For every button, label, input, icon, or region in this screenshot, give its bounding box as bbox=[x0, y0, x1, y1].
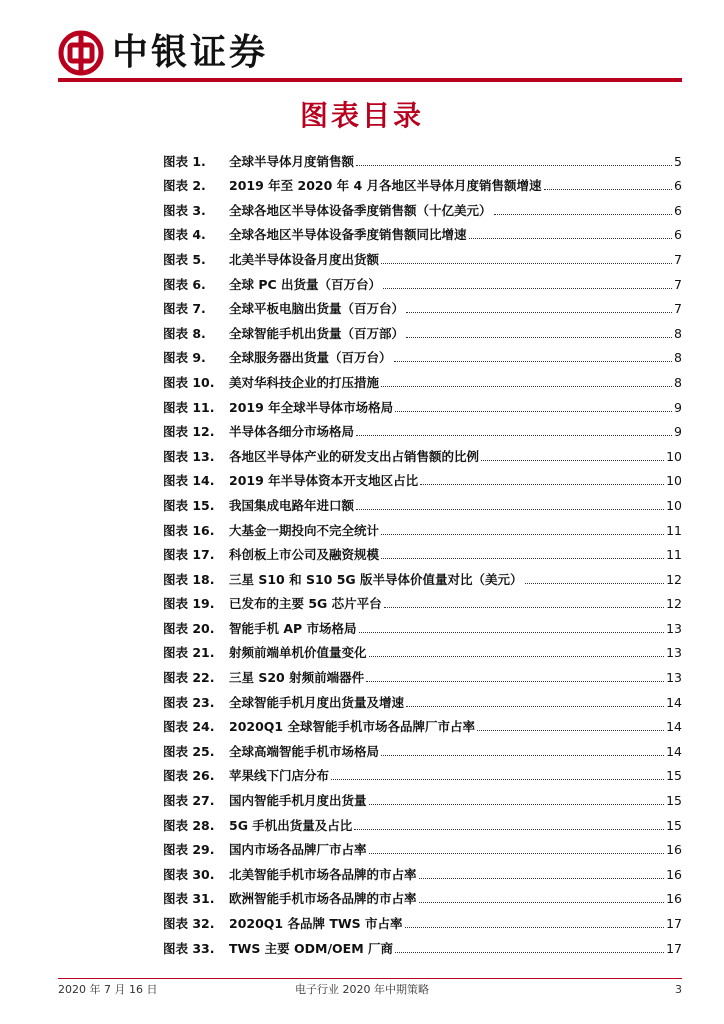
toc-entry-label: 图表 12. bbox=[163, 424, 215, 440]
toc-dot-leader bbox=[356, 165, 672, 166]
toc-entry[interactable] bbox=[163, 932, 682, 957]
toc-dot-leader bbox=[356, 509, 664, 510]
toc-entry[interactable] bbox=[163, 268, 682, 293]
toc-entry-label: 图表 14. bbox=[163, 473, 215, 489]
toc-entry-label: 图表 24. bbox=[163, 719, 215, 735]
toc-entry-page: 12 bbox=[666, 571, 682, 587]
toc-dot-leader bbox=[481, 460, 664, 461]
toc-dot-leader bbox=[405, 927, 665, 928]
toc-entry-label: 图表 25. bbox=[163, 743, 215, 759]
toc-dot-leader bbox=[406, 312, 672, 313]
toc-entry[interactable] bbox=[163, 612, 682, 637]
toc-entry-label: 图表 5. bbox=[163, 251, 206, 267]
toc-entry-page: 6 bbox=[674, 202, 682, 218]
toc-entry-title: 全球服务器出货量（百万台） bbox=[229, 350, 392, 366]
toc-entry-label: 图表 18. bbox=[163, 571, 215, 587]
toc-entry-label: 图表 9. bbox=[163, 350, 206, 366]
toc-entry-page: 8 bbox=[674, 350, 682, 366]
toc-entry[interactable] bbox=[163, 194, 682, 219]
toc-entry-title: 智能手机 AP 市场格局 bbox=[229, 620, 357, 636]
toc-entry-title: 国内智能手机月度出货量 bbox=[229, 793, 367, 809]
toc-entry[interactable] bbox=[163, 661, 682, 686]
toc-dot-leader bbox=[395, 952, 664, 953]
toc-entry-title: 全球各地区半导体设备季度销售额同比增速 bbox=[229, 227, 467, 243]
footer-divider bbox=[58, 978, 682, 979]
toc-dot-leader bbox=[544, 189, 673, 190]
toc-entry-label: 图表 7. bbox=[163, 301, 206, 317]
toc-entry-title: 5G 手机出货量及占比 bbox=[229, 817, 353, 833]
toc-entry[interactable] bbox=[163, 563, 682, 588]
toc-entry-label: 图表 21. bbox=[163, 645, 215, 661]
toc-entry-title: 2019 年全球半导体市场格局 bbox=[229, 399, 394, 415]
toc-entry-title: 射频前端单机价值量变化 bbox=[229, 645, 367, 661]
toc-dot-leader bbox=[381, 558, 664, 559]
toc-entry-page: 16 bbox=[666, 842, 682, 858]
toc-dot-leader bbox=[384, 607, 664, 608]
toc-entry-title: 全球平板电脑出货量（百万台） bbox=[229, 301, 405, 317]
toc-entry[interactable] bbox=[163, 416, 682, 441]
toc-entry-title: 苹果线下门店分布 bbox=[229, 768, 330, 784]
toc-entry-page: 9 bbox=[674, 399, 682, 415]
toc-entry-label: 图表 23. bbox=[163, 694, 215, 710]
toc-entry-title: 全球智能手机月度出货量及增速 bbox=[229, 694, 405, 710]
toc-entry-label: 图表 31. bbox=[163, 891, 215, 907]
toc-entry-page: 8 bbox=[674, 325, 682, 341]
toc-entry-title: 全球高端智能手机市场格局 bbox=[229, 743, 380, 759]
toc-entry[interactable] bbox=[163, 170, 682, 195]
toc-entry-page: 12 bbox=[666, 596, 682, 612]
toc-dot-leader bbox=[359, 632, 665, 633]
toc-dot-leader bbox=[356, 435, 672, 436]
toc-entry-page: 16 bbox=[666, 891, 682, 907]
footer-report-title: 电子行业 2020 年中期策略 bbox=[295, 983, 429, 996]
toc-dot-leader bbox=[469, 238, 673, 239]
toc-dot-leader bbox=[381, 755, 664, 756]
toc-entry-label: 图表 11. bbox=[163, 399, 215, 415]
toc-entry-page: 10 bbox=[666, 473, 682, 489]
toc-entry-title: 北美半导体设备月度出货额 bbox=[229, 251, 380, 267]
toc-entry-label: 图表 33. bbox=[163, 940, 215, 956]
toc-entry[interactable] bbox=[163, 735, 682, 760]
toc-entry-title: 全球各地区半导体设备季度销售额（十亿美元） bbox=[229, 202, 492, 218]
toc-entry-label: 图表 27. bbox=[163, 793, 215, 809]
toc-entry-page: 11 bbox=[666, 522, 682, 538]
header-divider bbox=[58, 78, 682, 82]
toc-dot-leader bbox=[366, 681, 664, 682]
toc-entry-title: 三星 S10 和 S10 5G 版半导体价值量对比（美元） bbox=[229, 571, 523, 587]
brand-name: 中银证券 bbox=[112, 31, 269, 73]
toc-dot-leader bbox=[395, 411, 672, 412]
toc-dot-leader bbox=[369, 853, 665, 854]
toc-dot-leader bbox=[383, 288, 672, 289]
toc-entry[interactable] bbox=[163, 711, 682, 736]
toc-entry-title: 2019 年至 2020 年 4 月各地区半导体月度销售额增速 bbox=[229, 178, 542, 194]
toc-entry-label: 图表 32. bbox=[163, 916, 215, 931]
toc-entry[interactable] bbox=[163, 858, 682, 883]
toc-entry[interactable] bbox=[163, 243, 682, 268]
toc-dot-leader bbox=[494, 214, 673, 215]
toc-entry-page: 5 bbox=[674, 153, 682, 169]
toc-entry[interactable] bbox=[163, 834, 682, 859]
toc-entry-title: 我国集成电路年进口额 bbox=[229, 497, 355, 513]
toc-dot-leader bbox=[381, 386, 672, 387]
toc-entry-title: 美对华科技企业的打压措施 bbox=[229, 374, 380, 390]
page-header bbox=[0, 0, 724, 84]
toc-entry[interactable] bbox=[163, 588, 682, 613]
toc-entry[interactable] bbox=[163, 514, 682, 539]
toc-entry[interactable] bbox=[163, 440, 682, 465]
toc-entry-title: 半导体各细分市场格局 bbox=[229, 424, 355, 440]
toc-entry-title: 已发布的主要 5G 芯片平台 bbox=[229, 596, 382, 612]
toc-dot-leader bbox=[406, 706, 664, 707]
toc-entry-label: 图表 15. bbox=[163, 497, 215, 513]
toc-entry-page: 10 bbox=[666, 497, 682, 513]
toc-entry-title: 2020Q1 全球智能手机市场各品牌厂市占率 bbox=[229, 719, 475, 735]
toc-entry-page: 13 bbox=[666, 645, 682, 661]
toc-entry-page: 16 bbox=[666, 866, 682, 882]
toc-entry-label: 图表 16. bbox=[163, 522, 215, 538]
toc-entry-label: 图表 20. bbox=[163, 620, 215, 636]
toc-entry-page: 8 bbox=[674, 374, 682, 390]
toc-entry-label: 图表 8. bbox=[163, 325, 206, 341]
toc-entry-label: 图表 22. bbox=[163, 670, 215, 686]
toc-entry-page: 7 bbox=[674, 276, 682, 292]
toc-entry-page: 7 bbox=[674, 251, 682, 267]
toc-entry-page: 10 bbox=[666, 448, 682, 464]
toc-entry-page: 6 bbox=[674, 178, 682, 194]
toc-entry-title: 北美智能手机市场各品牌的市占率 bbox=[229, 866, 417, 882]
toc-entry-label: 图表 17. bbox=[163, 547, 215, 563]
toc-entry-label: 图表 29. bbox=[163, 842, 215, 858]
toc-entry[interactable] bbox=[163, 489, 682, 514]
toc-entry-title: 科创板上市公司及融资规模 bbox=[229, 547, 380, 563]
toc-entry-page: 13 bbox=[666, 670, 682, 686]
toc-entry-label: 图表 1. bbox=[163, 153, 206, 169]
toc-entry[interactable] bbox=[163, 145, 682, 170]
toc-dot-leader bbox=[420, 484, 664, 485]
toc-dot-leader bbox=[525, 583, 665, 584]
toc-entry-title: 2019 年半导体资本开支地区占比 bbox=[229, 473, 419, 489]
toc-entry[interactable] bbox=[163, 686, 682, 711]
toc-entry-title: 国内市场各品牌厂市占率 bbox=[229, 842, 367, 858]
toc-entry-label: 图表 4. bbox=[163, 227, 206, 243]
toc-entry-label: 图表 26. bbox=[163, 768, 215, 784]
toc-list bbox=[163, 145, 682, 957]
toc-entry-page: 6 bbox=[674, 227, 682, 243]
toc-entry-label: 图表 2. bbox=[163, 178, 206, 194]
toc-dot-leader bbox=[419, 902, 665, 903]
toc-entry[interactable] bbox=[163, 391, 682, 416]
toc-entry-page: 15 bbox=[666, 768, 682, 784]
toc-entry-page: 11 bbox=[666, 547, 682, 563]
toc-entry-label: 图表 30. bbox=[163, 866, 215, 882]
toc-entry[interactable] bbox=[163, 219, 682, 244]
toc-dot-leader bbox=[419, 878, 665, 879]
toc-entry-title: 大基金一期投向不完全统计 bbox=[229, 522, 380, 538]
toc-entry-page: 14 bbox=[666, 743, 682, 759]
toc-dot-leader bbox=[369, 656, 665, 657]
bank-of-china-logo-icon bbox=[58, 30, 104, 76]
toc-entry[interactable] bbox=[163, 784, 682, 809]
footer-page-number: 3 bbox=[675, 983, 682, 996]
toc-entry[interactable] bbox=[163, 760, 682, 785]
toc-entry-label: 图表 13. bbox=[163, 448, 215, 464]
toc-entry-title: TWS 主要 ODM/OEM 厂商 bbox=[229, 940, 393, 956]
toc-dot-leader bbox=[381, 263, 672, 264]
toc-entry[interactable] bbox=[163, 637, 682, 662]
toc-entry-title: 各地区半导体产业的研发支出占销售额的比例 bbox=[229, 448, 480, 464]
toc-entry[interactable] bbox=[163, 293, 682, 318]
toc-entry-title: 三星 S20 射频前端器件 bbox=[229, 670, 365, 686]
toc-entry-title: 2020Q1 各品牌 TWS 市占率 bbox=[229, 916, 403, 931]
toc-entry[interactable] bbox=[163, 366, 682, 391]
toc-entry-label: 图表 3. bbox=[163, 202, 206, 218]
toc-entry[interactable] bbox=[163, 809, 682, 834]
toc-entry[interactable] bbox=[163, 883, 682, 908]
toc-entry-title: 全球智能手机出货量（百万部） bbox=[229, 325, 405, 341]
toc-entry-title: 全球半导体月度销售额 bbox=[229, 153, 355, 169]
toc-entry-label: 图表 28. bbox=[163, 817, 215, 833]
toc-entry-page: 14 bbox=[666, 719, 682, 735]
toc-entry-page: 17 bbox=[666, 916, 682, 931]
toc-entry-page: 17 bbox=[666, 940, 682, 956]
toc-entry-page: 14 bbox=[666, 694, 682, 710]
toc-dot-leader bbox=[354, 829, 664, 830]
toc-entry[interactable] bbox=[163, 539, 682, 564]
toc-entry-label: 图表 10. bbox=[163, 374, 215, 390]
toc-dot-leader bbox=[369, 804, 665, 805]
toc-dot-leader bbox=[394, 361, 673, 362]
toc-dot-leader bbox=[331, 779, 664, 780]
toc-entry-label: 图表 19. bbox=[163, 596, 215, 612]
toc-entry[interactable] bbox=[163, 465, 682, 490]
toc-entry-page: 15 bbox=[666, 793, 682, 809]
toc-entry-page: 7 bbox=[674, 301, 682, 317]
toc-title: 图表目录 bbox=[299, 99, 424, 132]
toc-dot-leader bbox=[477, 730, 664, 731]
toc-entry-page: 13 bbox=[666, 620, 682, 636]
toc-entry-label: 图表 6. bbox=[163, 276, 206, 292]
toc-dot-leader bbox=[406, 337, 672, 338]
toc-entry-page: 15 bbox=[666, 817, 682, 833]
toc-entry-title: 欧洲智能手机市场各品牌的市占率 bbox=[229, 891, 417, 907]
toc-entry-page: 9 bbox=[674, 424, 682, 440]
toc-entry-title: 全球 PC 出货量（百万台） bbox=[229, 276, 382, 292]
toc-dot-leader bbox=[381, 534, 664, 535]
footer-date: 2020 年 7 月 16 日 bbox=[58, 983, 158, 996]
toc-entry[interactable] bbox=[163, 907, 682, 932]
toc-entry[interactable] bbox=[163, 342, 682, 367]
toc-entry[interactable] bbox=[163, 317, 682, 342]
